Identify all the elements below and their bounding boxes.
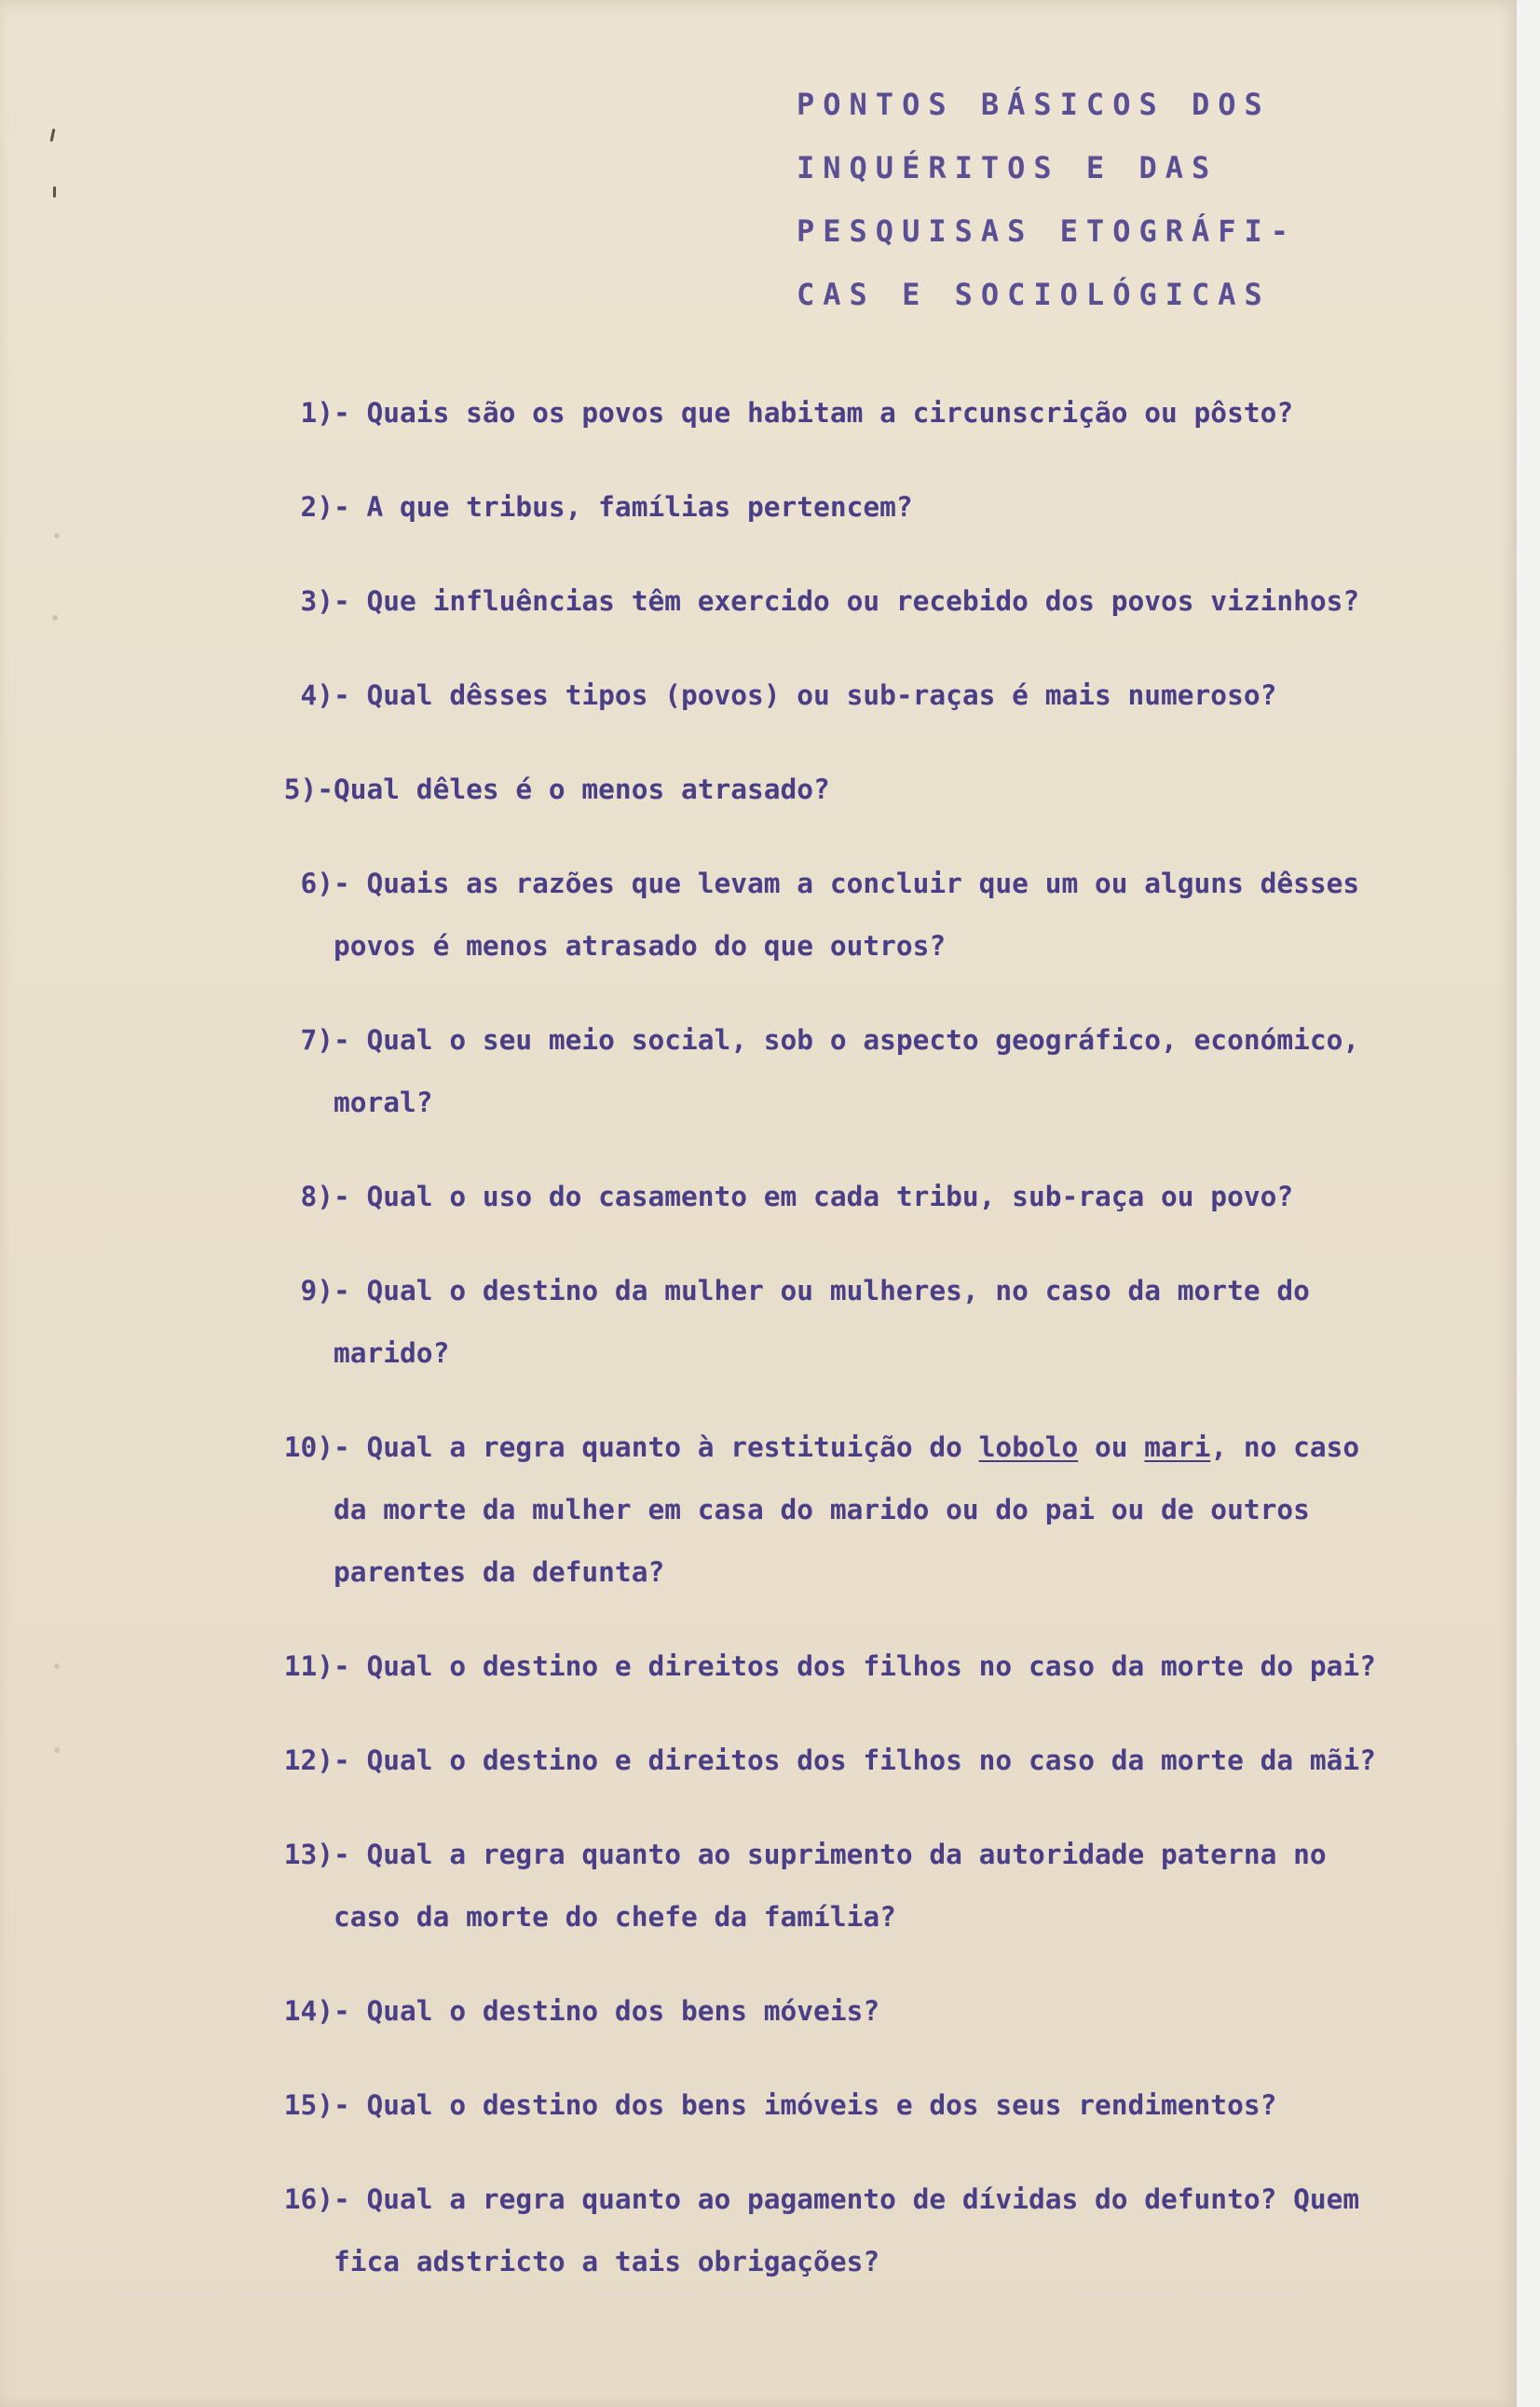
question-item [233, 1635, 1500, 1698]
question-number: 10) [283, 1431, 334, 1463]
question-number: 13) [283, 1839, 334, 1870]
question-number: 4) [300, 679, 334, 711]
spacer [233, 444, 1500, 476]
question-text: - Qual o destino dos bens móveis? [334, 1995, 880, 2027]
spacer [233, 633, 1500, 664]
question-item [233, 1416, 1500, 1604]
question-text: - A que tribus, famílias pertencem? [334, 491, 913, 523]
question-item [233, 1009, 1500, 1134]
question-item [233, 1260, 1500, 1385]
question-text: - Quais são os povos que habitam a circunscrição ou pôsto? [334, 397, 1294, 429]
question-number: 11) [283, 1650, 334, 1682]
text-run: , no caso [1210, 1431, 1360, 1463]
question-item [233, 2074, 1500, 2137]
question-text: - Qual o destino dos bens imóveis e dos seus rendimentos? [334, 2089, 1277, 2121]
punch-hole [54, 1747, 60, 1753]
title-line: PONTOS BÁSICOS DOS [797, 87, 1271, 122]
text-run: - Qual a regra quanto à restituição do [334, 1431, 979, 1463]
question-text: - Quais as razões que levam a concluir que um ou alguns dêsses [334, 868, 1360, 899]
ink-mark [53, 186, 56, 198]
question-text-continued: povos é menos atrasado do que outros? [334, 930, 947, 962]
question-text-continued: marido? [334, 1337, 450, 1369]
question-item [233, 1980, 1500, 2043]
question-item [233, 2168, 1500, 2293]
question-number: 16) [283, 2183, 334, 2215]
question-item [233, 476, 1500, 539]
question-item [233, 1730, 1500, 1792]
spacer [233, 978, 1500, 1009]
spacer [233, 821, 1500, 853]
question-number: 14) [283, 1995, 334, 2027]
question-text: - Qual o destino e direitos dos filhos no caso da morte da mãi? [334, 1744, 1376, 1776]
title-line: CAS E SOCIOLÓGICAS [797, 277, 1271, 312]
question-item [233, 664, 1500, 727]
question-text: - Qual o destino da mulher ou mulheres, no caso da morte do [334, 1275, 1310, 1306]
question-item [233, 853, 1500, 978]
spacer [233, 2043, 1500, 2074]
question-number: 6) [300, 868, 334, 899]
question-text-continued: parentes da defunta? [334, 1556, 665, 1588]
question-number: 2) [300, 491, 334, 523]
underlined-term: mari [1144, 1431, 1211, 1463]
question-item [233, 382, 1500, 444]
spacer [233, 1792, 1500, 1824]
question-number: 1) [300, 397, 334, 429]
document-title [797, 73, 1467, 326]
question-text: - Qual a regra quanto ao pagamento de dívidas do defunto? Quem [334, 2183, 1360, 2215]
spacer [233, 1228, 1500, 1260]
question-text: - Qual a regra quanto ao suprimento da autoridade paterna no [334, 1839, 1327, 1870]
title-line: INQUÉRITOS E DAS [797, 150, 1219, 185]
question-number: 3) [300, 585, 334, 617]
spacer [233, 1134, 1500, 1166]
question-text: - Qual o destino e direitos dos filhos no caso da morte do pai? [334, 1650, 1376, 1682]
spacer [233, 2137, 1500, 2168]
spacer [233, 727, 1500, 759]
question-item [233, 1824, 1500, 1949]
question-number: 7) [300, 1024, 334, 1056]
question-text [233, 1416, 1500, 1479]
spacer [233, 1698, 1500, 1730]
punch-hole [52, 615, 58, 621]
question-text-continued: moral? [334, 1087, 433, 1118]
question-item [233, 570, 1500, 633]
title-line: PESQUISAS ETOGRÁFI- [797, 213, 1298, 249]
question-text: - Qual o seu meio social, sob o aspecto geográfico, económico, [334, 1024, 1360, 1056]
underlined-term: lobolo [978, 1431, 1079, 1463]
spacer [233, 1949, 1500, 1980]
question-text-continued: fica adstricto a tais obrigações? [334, 2246, 880, 2277]
punch-hole [54, 1663, 60, 1669]
question-text: Qual dêles é o menos atrasado? [334, 773, 830, 805]
spacer [233, 1385, 1500, 1416]
question-text: - Qual o uso do casamento em cada tribu, sub-raça ou povo? [334, 1181, 1294, 1212]
question-number: 5)- [283, 773, 334, 805]
question-number: 15) [283, 2089, 334, 2121]
text-run: ou [1078, 1431, 1145, 1463]
question-item [233, 1166, 1500, 1228]
spacer [233, 1604, 1500, 1635]
question-text-continued: da morte da mulher em casa do marido ou do pai ou de outros [334, 1494, 1310, 1525]
question-list [233, 382, 1500, 2293]
question-text: - Qual dêsses tipos (povos) ou sub-raças é mais numeroso? [334, 679, 1277, 711]
punch-hole [54, 533, 60, 539]
question-text: - Que influências têm exercido ou recebido dos povos vizinhos? [334, 585, 1360, 617]
question-number: 9) [300, 1275, 334, 1306]
question-number: 8) [300, 1181, 334, 1212]
question-item [233, 759, 1500, 821]
question-number: 12) [283, 1744, 334, 1776]
question-text-continued: caso da morte do chefe da família? [334, 1901, 896, 1933]
ink-mark [50, 129, 56, 142]
spacer [233, 539, 1500, 570]
